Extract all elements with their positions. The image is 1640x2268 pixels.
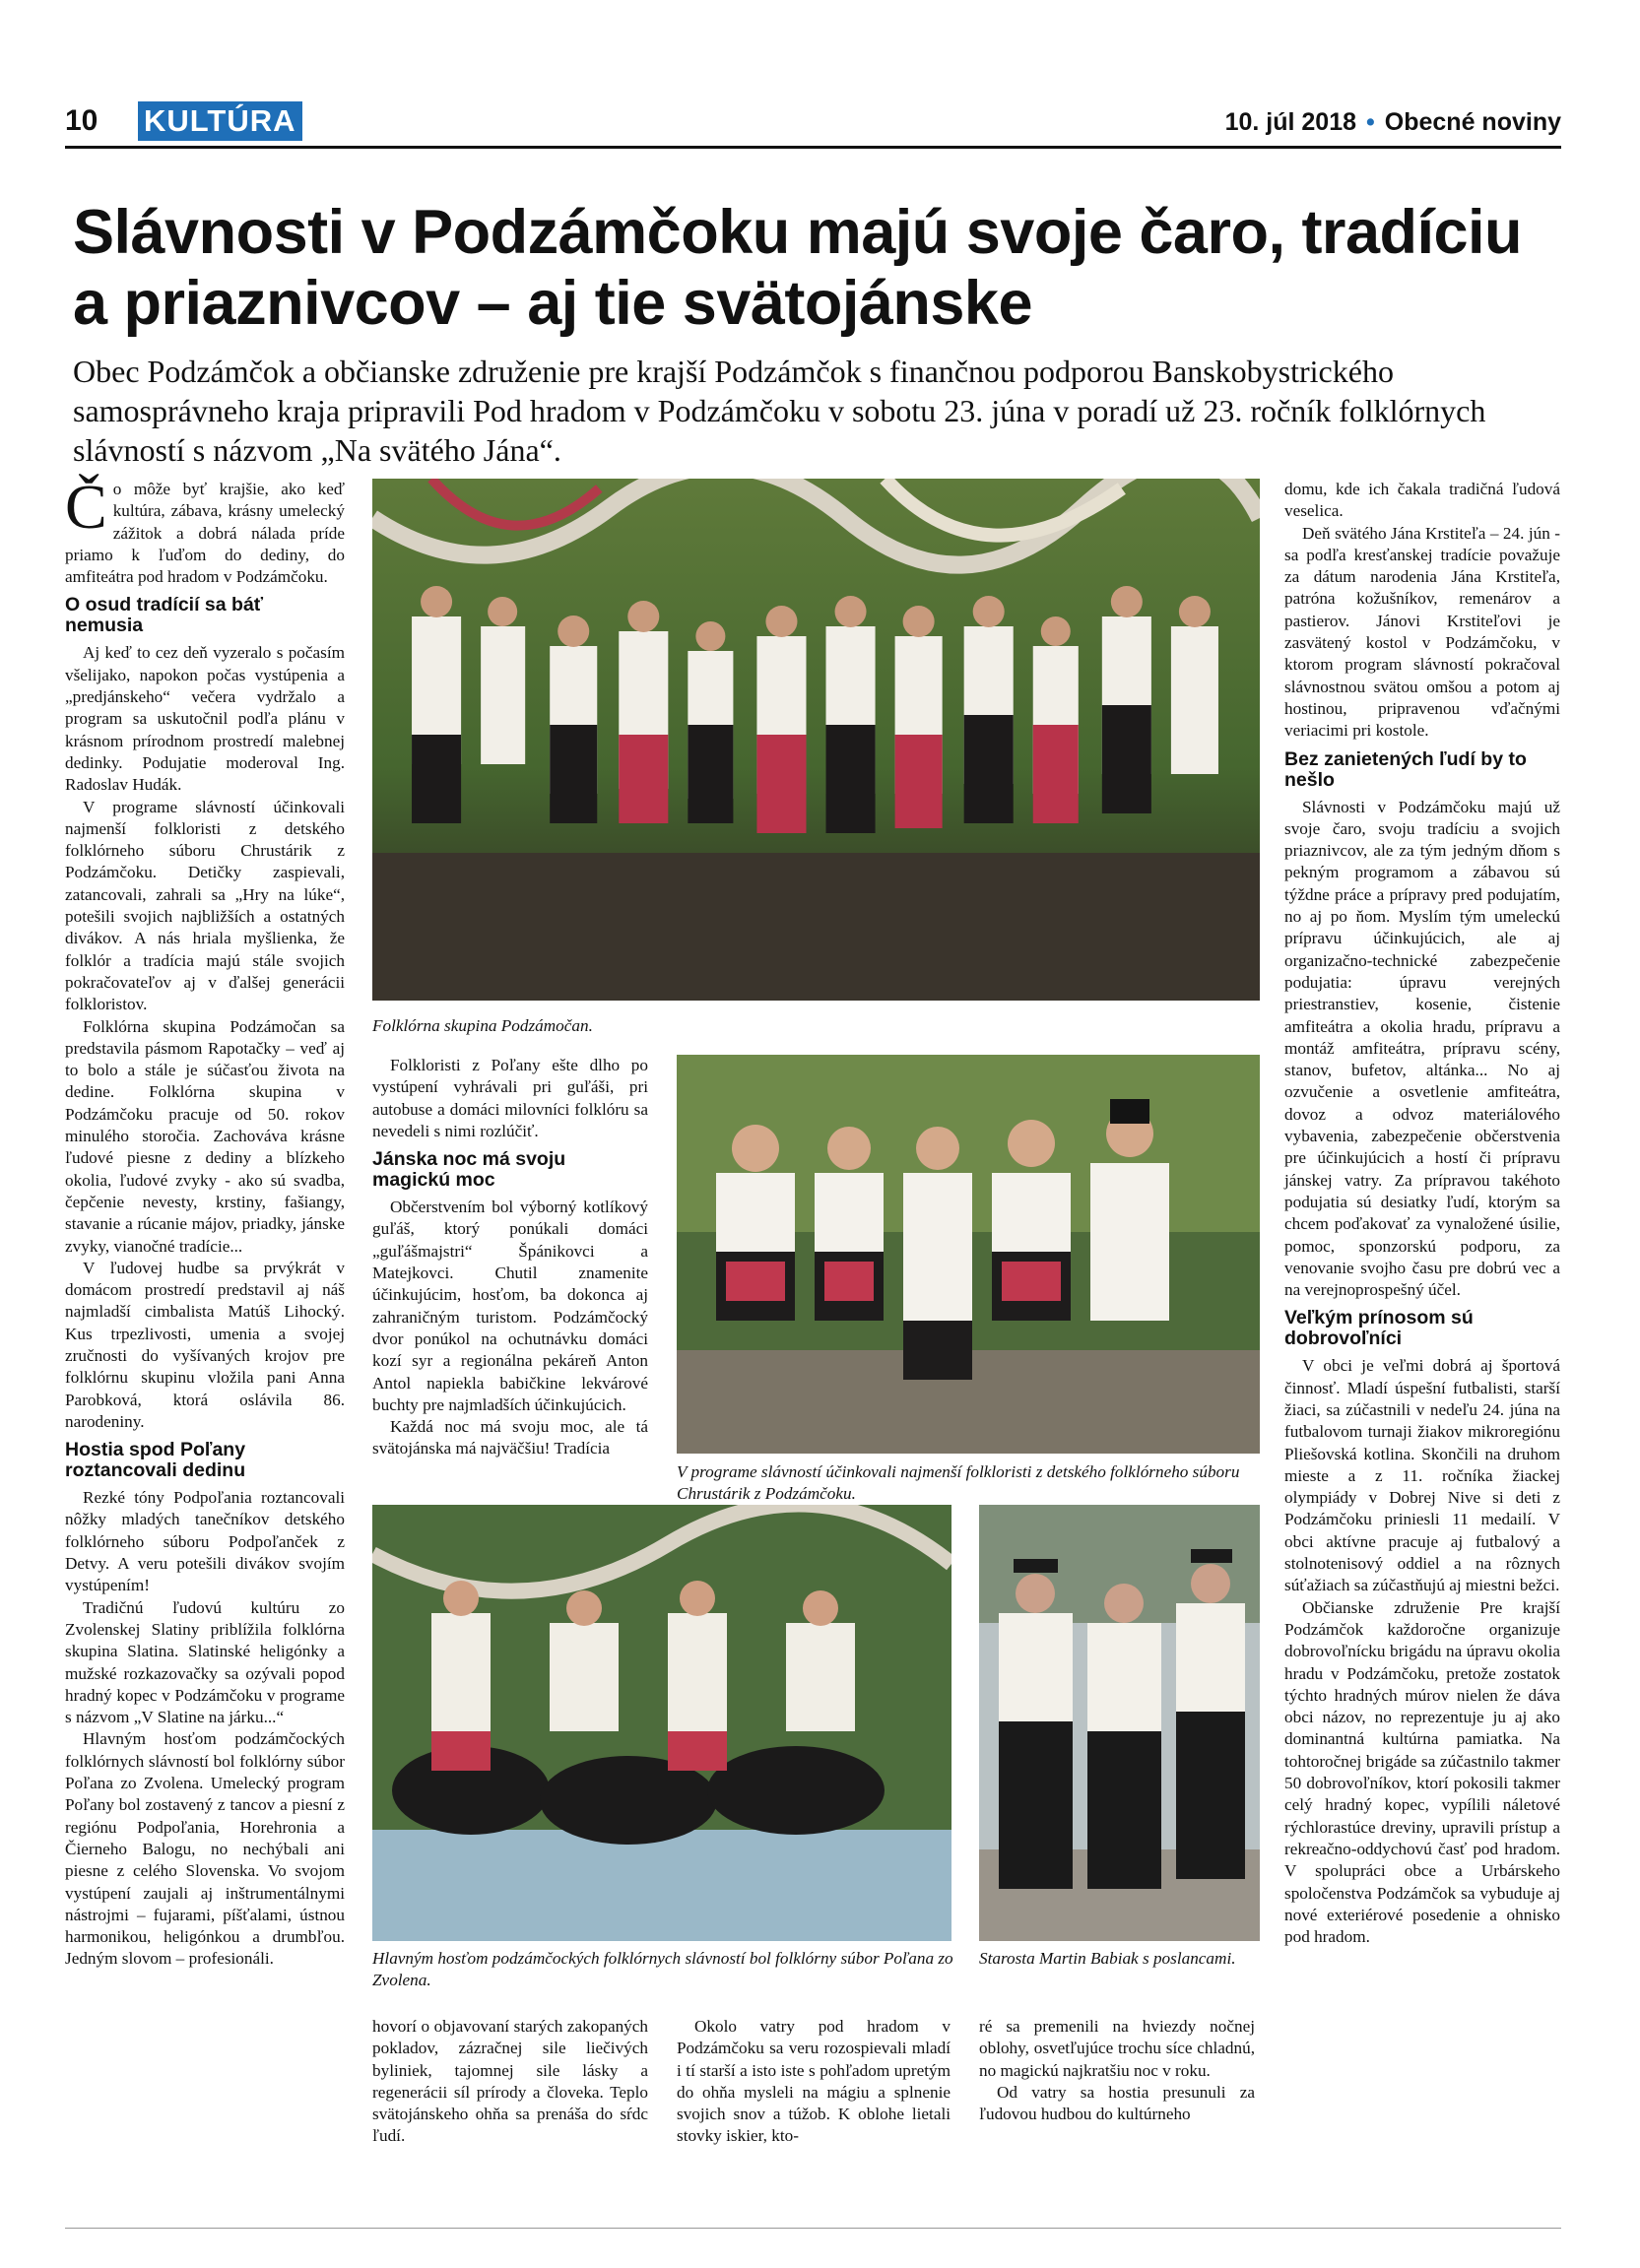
paragraph: Tradičnú ľudovú kultúru zo Zvolenskej Slatiny priblížila folklórna skupina Slatina. Slatinské heligónky a mužské rozkazovačky sa ozývali popod hradný kopec v Podzámčoku v programe s názvom „V Slatine na járku...“ — [65, 1597, 345, 1727]
page-number: 10 — [65, 104, 98, 137]
article-headline: Slávnosti v Podzámčoku majú svoje čaro, tradíciu a priaznivcov – aj tie svätojánske — [73, 198, 1522, 338]
photo-folk-group — [372, 479, 1260, 1001]
paragraph: Folkloristi z Poľany ešte dlho po vystúpení vyhrávali pri guľáši, pri autobuse a domáci milovníci folklóru sa nevedeli s nimi rozlúčiť. — [372, 1056, 648, 1140]
article-column-1 — [65, 472, 345, 1971]
paragraph: V ľudovej hudbe sa prvýkrát v domácom prostredí predstavil aj náš najmladší cimbalista Matúš Lihocký. Kus trpezlivosti, umenia a svojej zručnosti do vyšívaných krojov pre folklórnu skupinu vložila pani Anna Parobková, ktorá oslávila 86. narodeniny. — [65, 1258, 345, 1431]
issue-date: 10. júl 2018 — [1224, 108, 1357, 136]
paragraph: domu, kde ich čakala tradičná ľudová veselica. — [1284, 480, 1560, 521]
paragraph: V obci je veľmi dobrá aj športová činnosť. Mladí úspešní futbalisti, starší žiaci, sa zúčastnili v nedeľu 24. júna na futbalovom turnaji žiakov mikroregiónu Pliešovská kotlina. Skončili na druhom mieste a z 11. ročníka žiackej olympiády v Dobrej Nive si deti z Podzámčoku priniesli 11 medailí. V obci aktívne pracuje aj futbalový a stolnotenisový oddiel a na rôznych súťažiach sa zúčastňujú aj miestni bežci. — [1284, 1356, 1560, 1595]
article-column-right — [1284, 479, 1560, 1948]
intro-paragraph: Čo môže byť krajšie, ako keď kultúra, zábava, krásny umelecký zážitok a dobrá nálada príde priamo k ľuďom do dediny, do amfiteátra pod hradom v Podzámčoku. — [65, 472, 345, 587]
subheading: O osud tradícií sa báť nemusia — [65, 594, 264, 637]
photo-caption: Folklórna skupina Podzámočan. — [372, 1016, 593, 1035]
footer-rule — [65, 2228, 1561, 2229]
subheading: Veľkým prínosom sú dobrovoľníci — [1284, 1307, 1474, 1350]
article-column-bottom-2 — [677, 2016, 951, 2148]
paragraph: ré sa premenili na hviezdy nočnej oblohy, osvetľujúce trochu síce chladnú, no magickú najkratšiu noc v roku. — [979, 2017, 1255, 2080]
article-column-bottom-3 — [979, 2016, 1255, 2125]
separator-dot: • — [1366, 108, 1375, 136]
photo-mayor — [979, 1505, 1260, 1941]
subheading: Bez zanietených ľudí by to nešlo — [1284, 747, 1527, 791]
header-rule — [65, 146, 1561, 149]
drop-cap: Č — [65, 472, 107, 542]
article-column-bottom-1 — [372, 2016, 648, 2148]
article-column-2 — [372, 1055, 648, 1460]
photo-dancers — [372, 1505, 951, 1941]
paragraph: V programe slávností účinkovali najmenší folkloristi z detského folklórneho súboru Chrustárik z Podzámčoku. Detičky zaspievali, zatancovali, zahrali sa „Hry na lúke“, potešili svojich najbližších a ostatných divákov. A nás hriala myšlienka, že folklór a tradícia majú stále svojich pokračovateľov aj v ďalšej generácii folkloristov. — [65, 797, 345, 1014]
paragraph: Slávnosti v Podzámčoku majú už svoje čaro, svoju tradíciu a svojich priaznivcov, ale za tým jedným dňom s pekným programom a zábavou sú týždne práce a prípravy pred podujatím, no aj po ňom. Myslím tým umeleckú prípravu účinkujúcich, ale aj organizačno-technické zabezpečenie podujatia: úpravu verejných priestranstiev, kosenie, čistenie amfiteátra a okolia hradu, prípravu a montáž amfiteátra, prípravu scény, stanov, bufetov, altánka... No aj ozvučenie a osvetlenie amfiteátra, dovoz a odvoz materiálového vybavenia, zabezpečenie občerstvenia pre účinkujúcich a hostí či prípravu jánskej vatry. Za prípravou takéhoto podujatia sú desiatky ľudí, ktorým sa chcem poďakovať za vynaložené úsilie, pomoc, sponzorskú podporu, za venovanie svojho času pre dobrú vec a na verejnoprospešný účel. — [1284, 797, 1560, 1300]
photo-caption: Hlavným hosťom podzámčockých folklórnych slávností bol folklórny súbor Poľana zo Zvolena. — [372, 1949, 953, 1989]
paragraph: Občerstvením bol výborný kotlíkový guľáš, ktorý ponúkali domáci „guľášmajstri“ Špánikovci a Matejkovci. Chutil znamenite účinkujúcim, hosťom, ba dokonca aj zahraničným turistom. Podzámčocký dvor ponúkol na ochutnávku domáci kozí syr a regionálna pekáreň Anton Antol napiekla babičkine lekvárové buchty pre najmladších účinkujúcich. — [372, 1198, 648, 1414]
paragraph: Folklórna skupina Podzámočan sa predstavila pásmom Rapotačky – veď aj to bolo a stále je súčasťou života na dedine. Folklórna skupina v Podzámčoku pracuje od 50. rokov minulého storočia. Zachováva krásne ľudové piesne z dediny a blízkeho okolia, ľudové zvyky - ako sú svadba, čepčenie nevesty, krstiny, fašiangy, stavanie a rúcanie májov, priadky, jánske zvyky, vianočné tradície... — [65, 1016, 345, 1256]
photo-caption: Starosta Martin Babiak s poslancami. — [979, 1949, 1236, 1968]
paragraph: Hlavným hosťom podzámčockých folklórnych slávností bol folklórny súbor Poľana zo Zvolena. Umelecký program Poľany bol zostavený z tancov a piesní z regiónu Podpoľania, Horehronia a Čierneho Balogu, no nechýbali ani piesne z celého Slovenska. Vo svojom vystúpení zaujali aj inštrumentálnymi nástrojmi – fujarami, píšťalami, ústnou harmonikou, heligónkou a drumbľou. Jedným slovom – profesionáli. — [65, 1729, 345, 1969]
paragraph: Každá noc má svoju moc, ale tá svätojánska má najväčšiu! Tradícia — [372, 1417, 648, 1458]
paragraph: Od vatry sa hostia presunuli za ľudovou hudbou do kultúrneho — [979, 2082, 1255, 2124]
paragraph: hovorí o objavovaní starých zakopaných pokladov, zázračnej sile liečivých byliniek, tajomnej sile lásky a regenerácii síl prírody a človeka. Teplo svätojánskeho ohňa sa prenáša do sŕdc ľudí. — [372, 2017, 648, 2146]
subheading: Jánska noc má svoju magickú moc — [372, 1148, 566, 1192]
photo-children-group — [677, 1055, 1260, 1454]
section-label: KULTÚRA — [138, 101, 302, 141]
subheading: Hostia spod Poľany roztancovali dedinu — [65, 1439, 246, 1482]
paragraph: Okolo vatry pod hradom v Podzámčoku sa veru rozospievali mladí i tí starší a isto iste s pohľadom upretým do ohňa mysleli na mágiu a splnenie svojich snov a túžob. K oblohe lietali stovky iskier, kto- — [677, 2017, 951, 2146]
paragraph: Aj keď to cez deň vyzeralo s počasím všelijako, napokon počas vystúpenia a „predjánskeho“ večera vydržalo a program sa uskutočnil podľa plánu v krásnom prírodnom prostredí malebnej dedinky. Podujatie moderoval Ing. Radoslav Hudák. — [65, 643, 345, 795]
paragraph: Rezké tóny Podpoľania roztancovali nôžky mladých tanečníkov detského folklórneho súboru Podpoľanček z Detvy. A veru potešili divákov svojím vystúpením! — [65, 1488, 345, 1595]
paragraph: Deň svätého Jána Krstiteľa – 24. jún - sa podľa kresťanskej tradície považuje za dátum narodenia Jána Krstiteľa, patróna kožušníkov, remenárov a pastierov. Jánovi Krstiteľovi je zasvätený kostol v Podzámčoku, v ktorom program slávností pokračoval slávnostnou svätou omšou a potom aj hostinou, pripravenou vďačnými veriacimi pri kostole. — [1284, 523, 1560, 741]
paragraph: Občianske združenie Pre krajší Podzámčok každoročne organizuje dobrovoľnícku brigádu na úpravu okolia hradu v Podzámčoku, pretože zostatok týchto hradných múrov nielen že dáva obci názov, no reprezentuje ju aj ako dominantná kultúrna pamiatka. Na tohtoročnej brigáde sa zúčastnilo takmer 50 dobrovoľníkov, ktorí pokosili takmer celý hradný kopec, vypílili náletové rýchlorastúce dreviny, upravili prístup a rekreačno-oddychovú časť pod hradom. V spolupráci obce a Urbárskeho spoločenstva Podzámčok sa vybuduje aj nové exteriérové posedenie a ohnisko pod hradom. — [1284, 1597, 1560, 1947]
issue-info — [1225, 108, 1561, 137]
publication-name: Obecné noviny — [1384, 108, 1561, 136]
photo-caption: V programe slávností účinkovali najmenší folkloristi z detského folklórneho súboru Chrustárik z Podzámčoku. — [677, 1462, 1240, 1503]
article-lead: Obec Podzámčok a občianske združenie pre krajší Podzámčok s finančnou podporou Banskobystrického samosprávneho kraja pripravili Pod hradom v Podzámčoku v sobotu 23. júna v poradí už 23. ročník folklórnych slávností s názvom „Na svätého Jána“. — [73, 354, 1486, 468]
